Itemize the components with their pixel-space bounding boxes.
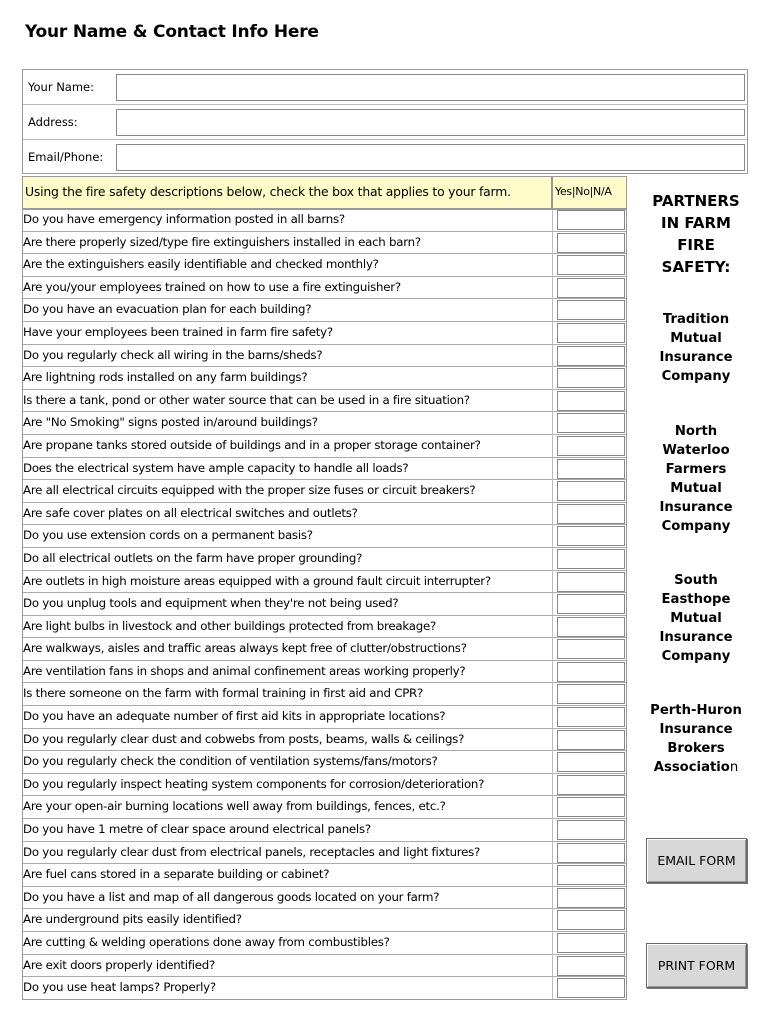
question-row — [22, 322, 627, 345]
question-text: Is there someone on the farm with formal training in first aid and CPR? — [23, 686, 424, 701]
partners-line: FIRE — [677, 236, 715, 254]
question-row — [22, 977, 627, 1000]
answer-box[interactable] — [557, 210, 625, 230]
question-row — [22, 661, 627, 684]
yes-no-na-header-text: Yes|No|N/A — [555, 185, 612, 198]
sponsor-line: Company — [661, 519, 731, 534]
question-text: Are walkways, aisles and traffic areas always kept free of clutter/obstructions? — [23, 641, 467, 656]
question-row — [22, 616, 627, 639]
partners-line: SAFETY: — [661, 258, 731, 276]
question-row — [22, 525, 627, 548]
email-phone-label: Email/Phone: — [28, 150, 104, 164]
question-text: Are ventilation fans in shops and animal confinement areas working properly? — [23, 663, 466, 678]
question-row — [22, 909, 627, 932]
question-text: Are propane tanks stored outside of buildings and in a proper storage container? — [23, 437, 481, 452]
question-text: Do all electrical outlets on the farm have proper grounding? — [23, 550, 363, 565]
question-text: Are exit doors properly identified? — [23, 957, 216, 972]
answer-box[interactable] — [557, 323, 625, 343]
question-row — [22, 367, 627, 390]
answer-box[interactable] — [557, 391, 625, 411]
question-row — [22, 955, 627, 978]
question-text: Is there a tank, pond or other water source that can be used in a fire situation? — [23, 392, 470, 407]
question-text: Are you/your employees trained on how to use a fire extinguisher? — [23, 279, 401, 294]
name-label: Your Name: — [28, 80, 95, 94]
sponsor-line: Insurance — [659, 350, 733, 365]
answer-box[interactable] — [557, 775, 625, 795]
question-text: Are underground pits easily identified? — [23, 912, 242, 927]
question-text: Have your employees been trained in farm fire safety? — [23, 324, 333, 339]
answer-box[interactable] — [557, 594, 625, 614]
question-text: Do you regularly clear dust and cobwebs from posts, beams, walls & ceilings? — [23, 731, 465, 746]
address-input[interactable] — [116, 109, 745, 136]
column-divider — [552, 209, 553, 1000]
answer-box[interactable] — [557, 820, 625, 840]
answer-box[interactable] — [557, 707, 625, 727]
sponsor-south-easthope — [638, 571, 754, 666]
question-row — [22, 209, 627, 232]
answer-box[interactable] — [557, 684, 625, 704]
sponsor-line: Brokers — [667, 741, 725, 756]
answer-box[interactable] — [557, 978, 625, 998]
sponsor-line-last-bold: Associatio — [653, 760, 730, 775]
question-row — [22, 706, 627, 729]
answer-box[interactable] — [557, 481, 625, 501]
question-row — [22, 729, 627, 752]
question-text: Do you have 1 metre of clear space around electrical panels? — [23, 822, 371, 837]
question-row — [22, 480, 627, 503]
question-row — [22, 277, 627, 300]
answer-box[interactable] — [557, 526, 625, 546]
question-row — [22, 254, 627, 277]
question-row — [22, 232, 627, 255]
answer-box[interactable] — [557, 617, 625, 637]
question-text: Are all electrical circuits equipped with the proper size fuses or circuit breakers? — [23, 483, 476, 498]
partners-line: IN FARM — [661, 214, 731, 232]
sponsor-perth-huron — [638, 701, 754, 777]
sponsor-line: Company — [661, 369, 731, 384]
question-text: Do you unplug tools and equipment when they're not being used? — [23, 596, 399, 611]
question-row — [22, 864, 627, 887]
sponsor-line: Insurance — [659, 630, 733, 645]
question-text: Are the extinguishers easily identifiable and checked monthly? — [23, 257, 379, 272]
question-text: Are safe cover plates on all electrical switches and outlets? — [23, 505, 358, 520]
answer-box[interactable] — [557, 368, 625, 388]
question-text: Are your open-air burning locations well away from buildings, fences, etc.? — [23, 799, 446, 814]
question-list — [22, 209, 627, 1000]
email-row — [23, 140, 747, 175]
question-row — [22, 887, 627, 910]
answer-box[interactable] — [557, 933, 625, 953]
answer-box[interactable] — [557, 865, 625, 885]
question-text: Are lightning rods installed on any farm buildings? — [23, 370, 308, 385]
answer-box[interactable] — [557, 459, 625, 479]
answer-box[interactable] — [557, 843, 625, 863]
sponsor-line: Mutual — [670, 611, 722, 626]
question-text: Are light bulbs in livestock and other buildings protected from breakage? — [23, 618, 436, 633]
question-text: Do you have emergency information posted in all barns? — [23, 212, 345, 226]
print-form-button[interactable]: PRINT FORM — [646, 943, 747, 988]
sponsor-tradition-mutual — [638, 310, 754, 386]
question-row — [22, 593, 627, 616]
sponsor-line: Waterloo — [662, 443, 730, 458]
question-row — [22, 819, 627, 842]
yes-no-na-header — [552, 176, 627, 209]
question-row — [22, 683, 627, 706]
question-text: Do you use heat lamps? Properly? — [23, 980, 216, 995]
question-row — [22, 571, 627, 594]
address-label: Address: — [28, 115, 78, 129]
question-text: Do you regularly check all wiring in the barns/sheds? — [23, 347, 323, 362]
answer-box[interactable] — [557, 549, 625, 569]
sponsor-line: Mutual — [670, 481, 722, 496]
answer-box[interactable] — [557, 346, 625, 366]
question-row — [22, 774, 627, 797]
sponsor-line: Insurance — [659, 722, 733, 737]
partners-line: PARTNERS — [652, 192, 740, 210]
name-input[interactable] — [116, 74, 745, 101]
answer-box[interactable] — [557, 300, 625, 320]
email-form-button[interactable]: EMAIL FORM — [646, 838, 747, 883]
question-text: Does the electrical system have ample capacity to handle all loads? — [23, 460, 409, 475]
answer-box[interactable] — [557, 233, 625, 253]
question-text: Do you have an adequate number of first aid kits in appropriate locations? — [23, 709, 446, 724]
answer-box[interactable] — [557, 910, 625, 930]
question-text: Are "No Smoking" signs posted in/around buildings? — [23, 415, 318, 430]
question-text: Do you use extension cords on a permanent basis? — [23, 528, 313, 543]
question-row — [22, 435, 627, 458]
sponsor-line: Easthope — [661, 592, 731, 607]
sponsor-line: Company — [661, 649, 731, 664]
sponsor-line: Farmers — [665, 462, 727, 477]
page-title: Your Name & Contact Info Here — [25, 22, 319, 42]
answer-box[interactable] — [557, 752, 625, 772]
question-row — [22, 796, 627, 819]
partners-heading — [640, 190, 752, 278]
question-row — [22, 932, 627, 955]
question-row — [22, 345, 627, 368]
question-text: Do you regularly inspect heating system components for corrosion/deterioration? — [23, 776, 485, 791]
question-row — [22, 458, 627, 481]
question-text: Do you have a list and map of all dangerous goods located on your farm? — [23, 889, 440, 904]
sponsor-line: Insurance — [659, 500, 733, 515]
question-text: Are fuel cans stored in a separate building or cabinet? — [23, 867, 330, 882]
email-phone-input[interactable] — [116, 144, 745, 171]
question-row — [22, 751, 627, 774]
contact-info-box — [22, 69, 748, 174]
question-header-text: Using the fire safety descriptions below, check the box that applies to your farm. — [25, 184, 511, 199]
answer-box[interactable] — [557, 662, 625, 682]
answer-box[interactable] — [557, 639, 625, 659]
sponsor-line: Perth-Huron — [650, 703, 742, 718]
name-row — [23, 70, 747, 105]
sponsor-line: North — [674, 424, 718, 439]
question-row — [22, 638, 627, 661]
question-row — [22, 548, 627, 571]
question-text: Are there properly sized/type fire extinguishers installed in each barn? — [23, 234, 421, 249]
sponsor-line: South — [674, 573, 718, 588]
question-row — [22, 412, 627, 435]
answer-box[interactable] — [557, 504, 625, 524]
answer-box[interactable] — [557, 413, 625, 433]
sponsor-line: Mutual — [670, 331, 722, 346]
question-row — [22, 390, 627, 413]
question-text: Do you have an evacuation plan for each building? — [23, 302, 312, 317]
question-header — [22, 176, 552, 209]
question-row — [22, 842, 627, 865]
answer-box[interactable] — [557, 956, 625, 976]
address-row — [23, 105, 747, 140]
question-text: Do you regularly clear dust from electrical panels, receptacles and light fixtures? — [23, 844, 481, 859]
question-text: Do you regularly check the condition of ventilation systems/fans/motors? — [23, 754, 438, 769]
answer-box[interactable] — [557, 730, 625, 750]
question-text: Are outlets in high moisture areas equipped with a ground fault circuit interrupter? — [23, 573, 491, 588]
sponsor-north-waterloo — [638, 422, 754, 536]
answer-box[interactable] — [557, 278, 625, 298]
question-row — [22, 503, 627, 526]
answer-box[interactable] — [557, 797, 625, 817]
answer-box[interactable] — [557, 255, 625, 275]
question-text: Are cutting & welding operations done away from combustibles? — [23, 935, 390, 949]
answer-box[interactable] — [557, 436, 625, 456]
sponsor-line: Tradition — [662, 312, 730, 327]
sponsor-line-last — [638, 758, 754, 777]
answer-box[interactable] — [557, 888, 625, 908]
answer-box[interactable] — [557, 572, 625, 592]
sponsor-line-last-tail: n — [729, 760, 739, 775]
question-row — [22, 299, 627, 322]
